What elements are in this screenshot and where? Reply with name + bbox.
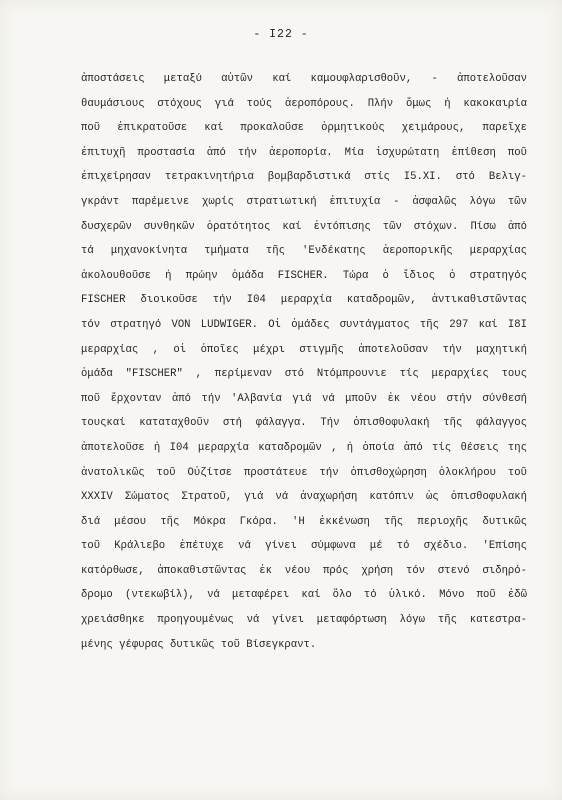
text-line: δρομο (ντεκωβίλ), νά μεταφέρει καί ὅλο τό ὑλικό. Μόνο ποῦ ἐδῶ <box>81 589 527 602</box>
text-line: γκράντ παρέμεινε χωρίς στρατιωτική ἐπιτυχία - ἀσφαλῶς λόγω τῶν <box>81 195 527 208</box>
text-line: ἀποστάσεις μεταξύ αὐτῶν καί καμουφλαρισθοῦν, - ἀποτελοῦσαν <box>81 73 527 85</box>
text-line: μεραρχίας , οἱ ὁποῖες μέχρι στιγμῆς ἀποτελοῦσαν τήν μαχητική <box>81 343 527 356</box>
text-line: τά μηχανοκίνητα τμήματα τῆς 'Ενδέκατης ἀεροπορικῆς μεραρχίας <box>81 245 527 258</box>
text-line: ποῦ ἔρχονταν ἀπό τήν 'Αλβανία γιά νά μποῦν ἐκ νέου στήν σύνθεσή <box>81 392 527 405</box>
text-line: ὁμάδα "FISCHER" , περίμεναν στό Ντόμπρουνιε τίς μεραρχίες τους <box>81 368 527 381</box>
text-line: ἐπιχείρησαν τετρακινητήρια βομβαρδιστικά στίς I5.XI. στό Βελιγ- <box>81 171 527 184</box>
text-line: χρειάσθηκε προηγουμένως νά γίνει μεταφόρτωση λόγω τῆς κατεστρα- <box>81 614 527 627</box>
page-number: - I22 - <box>253 28 309 41</box>
text-line: ἀκολουθοῦσε ἡ πρώην ὁμάδα FISCHER. Τώρα ὁ ἴδιος ὁ στρατηγός <box>81 269 527 282</box>
text-line: τουςκαί καταταχθοῦν στή φάλαγγα. Τήν ὀπισθοφυλακή τῆς φάλαγγος <box>81 417 527 430</box>
text-line: μένης γέφυρας δυτικῶς τοῦ Βίσεγκραντ. <box>81 638 317 651</box>
text-line: διά μέσου τῆς Μόκρα Γκόρα. 'Η ἐκκένωση τῆς περιοχῆς δυτικῶς <box>81 515 527 528</box>
text-line: FISCHER διοικοῦσε τήν I04 μεραρχία καταδρομῶν, ἀντικαθιστῶντας <box>81 294 527 307</box>
text-line: τοῦ Κράλιεβο ἐπέτυχε νά γίνει σύμφωνα μέ τό σχέδιο. 'Επίσης <box>81 540 527 553</box>
text-line: ποῦ ἐπικρατοῦσε καί προκαλοῦσε ὁρμητικούς χειμάρους, παρεῖχε <box>81 122 527 135</box>
text-line: τόν στρατηγό VON LUDWIGER. Οἱ ὁμάδες συντάγματος τῆς 297 καί I8I <box>81 318 527 331</box>
text-line: ἐπιτυχῆ προστασία ἀπό τήν ἀεροπορία. Μία ἰσχυρώτατη ἐπίθεση ποῦ <box>81 146 527 159</box>
text-line: XXXIV Σώματος Στρατοῦ, γιά νά ἀναχωρήση κατόπιν ὡς ὀπισθοφυλακή <box>81 491 527 504</box>
text-line: ἀποτελοῦσε ἡ I04 μεραρχία καταδρομῶν , ἡ ὁποία ἀπό τίς θέσεις της <box>81 441 527 454</box>
text-line: ἀνατολικῶς τοῦ Οὐζίτσε προστάτευε τήν ὀπισθοχώρηση ὁλοκλήρου τοῦ <box>81 466 527 479</box>
text-line: δυσχερῶν συνθηκῶν ὁρατότητος καί ἐντόπισης τῶν στόχων. Πίσω ἀπό <box>81 220 527 233</box>
text-line: θαυμάσιους στόχους γιά τούς ἀεροπόρους. Πλήν ὅμως ἡ κακοκαιρία <box>81 97 527 110</box>
body-text <box>81 67 527 657</box>
text-line: κατόρθωσε, ἀποκαθιστῶντας ἐκ νέου πρός χρήση τόν στενό σιδηρό- <box>81 564 527 577</box>
